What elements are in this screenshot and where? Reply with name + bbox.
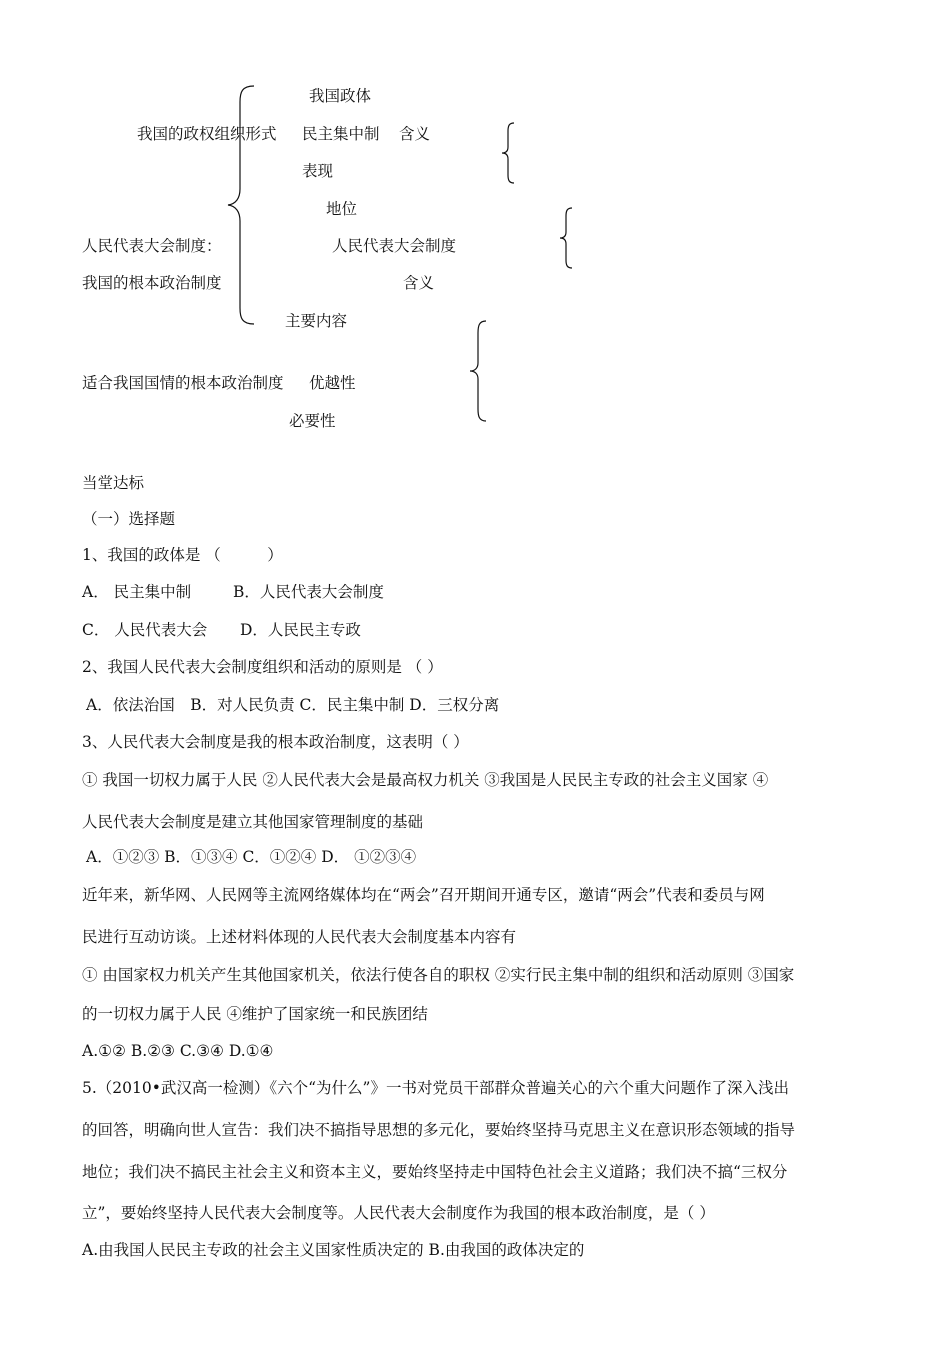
exercise-heading: 当堂达标 <box>82 474 145 492</box>
outline-zhuyao-neirong: 主要内容 <box>285 312 348 330</box>
outline-biaoxian: 表现 <box>302 162 334 180</box>
outline-zhengti: 我国政体 <box>309 87 372 105</box>
q3-options: A．①②③ B．①③④ C．①②④ D． ①②③④ <box>86 848 417 866</box>
q2-options: A．依法治国 B．对人民负责 C．民主集中制 D．三权分离 <box>86 696 500 714</box>
q1-option-b: B．人民代表大会制度 <box>233 583 384 601</box>
outline-zuzhi-xingshi: 我国的政权组织形式 <box>137 125 277 143</box>
outline-shihe-guoqing: 适合我国国情的根本政治制度 <box>82 374 284 392</box>
q4-line-1: 近年来，新华网、人民网等主流网络媒体均在“两会”召开期间开通专区，邀请“两会”代表和委员与网 <box>82 886 765 904</box>
q5-line-5: A.由我国人民民主专政的社会主义国家性质决定的 B.由我国的政体决定的 <box>82 1241 585 1259</box>
q4-options: A.①② B.②③ C.③④ D.①④ <box>82 1042 274 1060</box>
outline-diwei: 地位 <box>326 200 358 218</box>
outline-hanyi-1: 含义 <box>399 125 431 143</box>
outline-minzhu-jizhong: 民主集中制 <box>302 125 380 143</box>
q1-option-c: C． 人民代表大会 <box>82 621 208 639</box>
q4-line-4: 的一切权力属于人民 ④维护了国家统一和民族团结 <box>82 1005 428 1023</box>
q1-option-a: A． 民主集中制 <box>82 583 192 601</box>
brace-minzhu-icon <box>498 121 520 185</box>
q3-line-2: 人民代表大会制度是建立其他国家管理制度的基础 <box>82 813 424 831</box>
outline-renda-zhidu: 人民代表大会制度 <box>332 237 457 255</box>
brace-renda-icon <box>556 206 578 270</box>
q4-line-2: 民进行互动访谈。上述材料体现的人民代表大会制度基本内容有 <box>82 928 517 946</box>
q2-stem: 2、我国人民代表大会制度组织和活动的原则是 （ ） <box>82 658 443 676</box>
q1-stem: 1、我国的政体是 （ ） <box>82 546 283 564</box>
q3-line-1: ① 我国一切权力属于人民 ②人民代表大会是最高权力机关 ③我国是人民民主专政的社会主义国家 ④ <box>82 771 769 789</box>
q5-line-1: 5.（2010•武汉高一检测）《六个“为什么”》一书对党员干部群众普遍关心的六个重大问题作了深入浅出 <box>82 1079 789 1097</box>
exercise-section-title: （一）选择题 <box>82 510 176 528</box>
outline-genben-zhidu: 我国的根本政治制度 <box>82 274 222 292</box>
q3-stem: 3、人民代表大会制度是我的根本政治制度，这表明（ ） <box>82 733 469 751</box>
q1-option-d: D．人民民主专政 <box>240 621 361 639</box>
brace-youyue-icon <box>464 319 492 423</box>
q5-line-4: 立”，要始终坚持人民代表大会制度等。人民代表大会制度作为我国的根本政治制度，是（ ） <box>82 1204 715 1222</box>
outline-youyuexing: 优越性 <box>309 374 356 392</box>
outline-hanyi-2: 含义 <box>403 274 435 292</box>
q5-line-3: 地位；我们决不搞民主社会主义和资本主义，要始终坚持走中国特色社会主义道路；我们决不搞“三权分 <box>82 1163 788 1181</box>
q5-line-2: 的回答，明确向世人宣告：我们决不搞指导思想的多元化，要始终坚持马克思主义在意识形态领域的指导 <box>82 1121 796 1139</box>
outline-biyaoxing: 必要性 <box>289 412 336 430</box>
q4-line-3: ① 由国家权力机关产生其他国家机关，依法行使各自的职权 ②实行民主集中制的组织和活动原则 ③国家 <box>82 966 795 984</box>
outline-renda-zhidu-label: 人民代表大会制度： <box>82 237 222 255</box>
large-brace-icon <box>222 84 262 326</box>
